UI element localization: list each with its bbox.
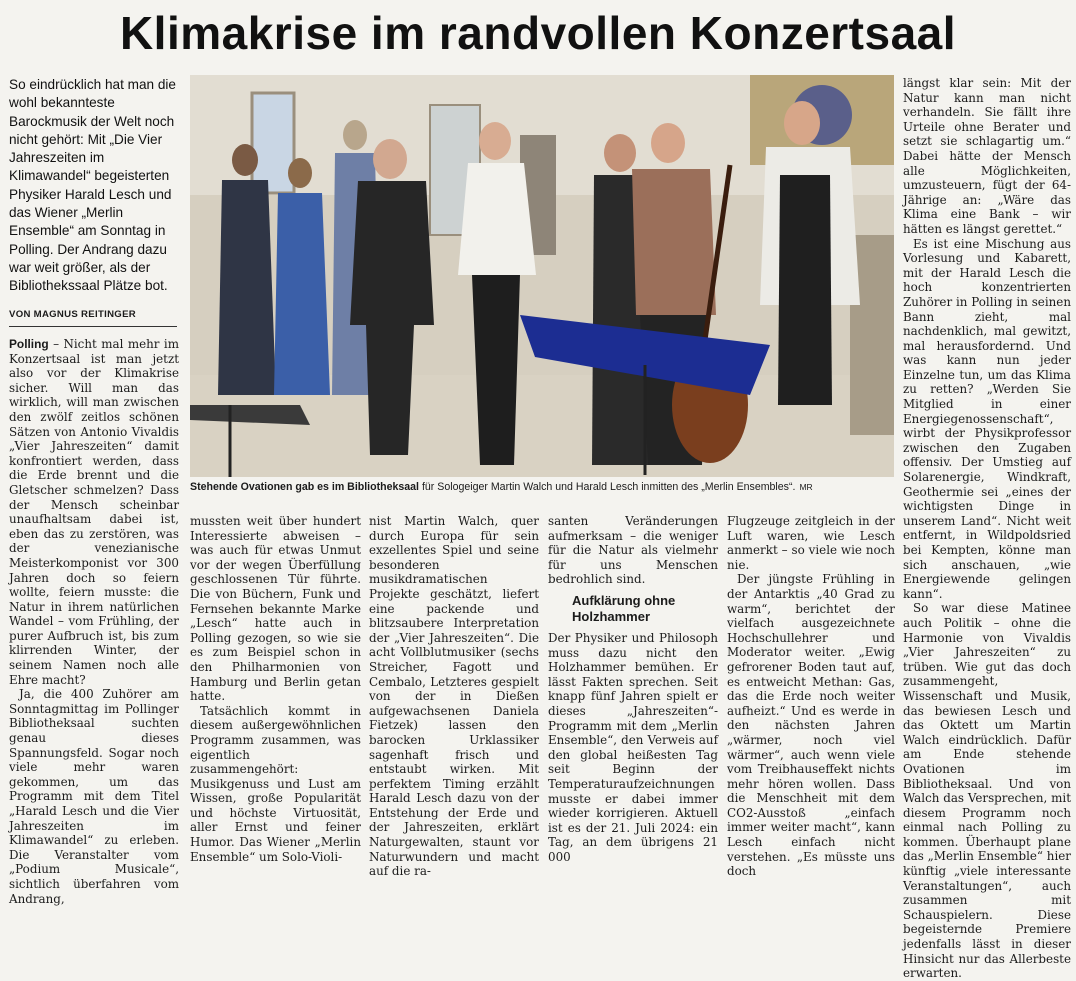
paragraph: So war diese Matinee auch Politik – ohne die Harmonie von Vivaldis „Vier Jahreszeiten“ zu trüben. Wie gut das doch zusammengeht, Wissenschaft und Musik, das bewiesen Lesch und das Oktett um Martin Walch eindrücklich. Dafür am Ende stehende Ovationen im Bibliotheksaal. Und von Walch das Versprechen, mit diesem Programm noch einmal nach Polling zu kommen. Überhaupt plane das „Merlin Ensemble“ hier künftig „viele interessante Veranstaltungen“, auch zusammen mit Schauspielern. Diese begeisternde Premiere jedenfalls lässt in dieser Hinsicht nur das Allerbeste erwarten. (903, 601, 1071, 981)
article-column-2 (190, 514, 361, 864)
photo-caption (190, 480, 894, 494)
author-byline: VON MAGNUS REITINGER (9, 309, 177, 327)
paragraph: Tatsächlich kommt in diesem außergewöhnlichen Programm zusammen, was eigentlich zusammengehört: Musikgenuss und Lust am Wissen, große Popularität und höchste Virtuosität, aller Ernst und feiner Humor. Das Wiener „Merlin Ensemble“ um Solo-Violi- (190, 703, 361, 864)
paragraph: santen Veränderungen aufmerksam – die weniger für die Natur als vielmehr für uns Menschen bedrohlich sind. (548, 514, 718, 587)
paragraph: Flugzeuge zeitgleich in der Luft waren, wie Lesch anmerkt – so viele wie noch nie. (727, 514, 895, 572)
paragraph: nist Martin Walch, quer durch Europa für sein exzellentes Spiel und seine besonderen musikdramatischen Projekte geschätzt, liefert eine packende und blitzsaubere Interpretation der „Vier Jahreszeiten“. Die acht Vollblutmusiker (sechs Streicher, Fagott und Cembalo, Letzteres gespielt von der in Dießen aufgewachsenen Daniela Fietzek) lassen den barocken Urklassiker sagenhaft frisch und entstaubt wirken. Mit perfektem Timing erzählt Harald Lesch dazu von der Entstehung der Erde und der Jahreszeiten, erklärt Naturgewalten, staunt vor Naturwundern und macht auf die ra- (369, 514, 539, 879)
dateline: Polling (9, 337, 49, 351)
headline: Klimakrise im randvollen Konzertsaal (119, 7, 957, 59)
photo-illustration (190, 75, 894, 477)
photo-credit: MR (799, 482, 813, 492)
paragraph: Ja, die 400 Zuhörer am Sonntagmittag im Pollinger Bibliotheksaal suchten genau dieses Spannungsfeld. Sogar noch viele mehr waren gekommen, um das Programm mit dem Titel „Harald Lesch und die Vier Jahreszeiten im Klimawandel“ zu erleben. Die Veranstalter vom „Podium Musicale“, sichtlich überfahren vom Andrang, (9, 687, 179, 906)
subheading: Aufklärung ohne Holzhammer (572, 592, 676, 624)
article-column-3 (369, 514, 539, 879)
article-column-5 (727, 514, 895, 879)
paragraph: Der Physiker und Philosoph muss dazu nicht den Holzhammer bemühen. Er lässt Fakten sprechen. Seit knapp fünf Jahren spielt er dieses „Jahreszeiten“-Programm mit dem „Merlin Ensemble“, den Verweis auf den global heißesten Tag seit Beginn der Temperaturaufzeichnungen musste er dabei immer wieder korrigieren. Aktuell ist es der 21. Juli 2024: ein Tag, an dem übrigens 21 000 (548, 630, 718, 864)
caption-text: für Sologeiger Martin Walch und Harald Lesch inmitten des „Merlin Ensembles“. (419, 481, 796, 493)
paragraph: Der jüngste Frühling in der Antarktis „40 Grad zu warm“, berichtet der vielfach ausgezeichnete Hochschullehrer und Moderator weiter. „Ewig gefrorener Boden taut auf, es entweicht Methan: Gas, das die Erde noch weiter aufheizt.“ Und es werde in den nächsten Jahren „wärmer, noch viel wärmer“, auch wenn viele vom Treibhauseffekt nichts mehr hören wollen. Dass die Menschheit mit dem CO2-Ausstoß „einfach immer weiter macht“, kann Lesch einfach nicht verstehen. „Es müsste uns doch (727, 572, 895, 879)
paragraph: mussten weit über hundert Interessierte abweisen – was auch für etwas Unmut vor der wegen Überfüllung geschlossenen Tür führte. Die von Büchern, Funk und Fernsehen bekannte Marke „Lesch“ hatte auch in Polling gezogen, so wie sie es zum Beispiel schon in den Philharmonien von Hamburg und Berlin getan hatte. (190, 514, 361, 704)
article-column-6 (903, 76, 1071, 981)
caption-bold: Stehende Ovationen gab es im Bibliotheksaal (190, 481, 420, 493)
article-column-1 (9, 337, 179, 906)
article-photo (190, 75, 894, 477)
lead-paragraph: So eindrücklich hat man die wohl bekannteste Barockmusik der Welt noch nicht gehört: Mit „Die Vier Jahreszeiten im Klimawandel“ begeisterten Physiker Harald Lesch und das Wiener „Merlin Ensemble“ am Sonntag in Polling. Der Andrang dazu war weit größer, als der Bibliothekssaal Plätze bot. (9, 77, 176, 294)
paragraph-text: – Nicht mal mehr im Konzertsaal ist man jetzt also vor der Klimakrise sicher. Will man das wirklich, will man zwischen den zwölf zeitlos schönen Sätzen von Antonio Vivaldis „Vier Jahreszeiten“ damit konfrontiert werden, dass die Erde brennt und die Gletscher schmelzen? Dass der Mensch scheinbar unaufhaltsam dabei ist, eben das zu zerstören, was der venezianische Meisterkomponist vor 300 Jahren doch so feiern wollte, feiern musste: die Natur in ihrem natürlichen Wandel – vom Frühling, der purer Aufbruch ist, bis zum klirrenden Winter, der seinem Namen noch alle Ehre macht? (9, 337, 179, 687)
article-column-4 (548, 514, 718, 864)
paragraph: längst klar sein: Mit der Natur kann man nicht verhandeln. Sie fällt ihre Urteile ohne Berater und setzt sie schlagartig um.“ Dabei hätte der Mensch alle Möglichkeiten, umzusteuern, fügt der 64-Jährige an: „Wäre das Klima eine Bank – wir hätten es längst gerettet.“ (903, 76, 1071, 236)
paragraph (9, 337, 179, 687)
paragraph: Es ist eine Mischung aus Vorlesung und Kabarett, mit der Harald Lesch die hoch konzentrierten Zuhörer in Polling in seinen Bann zieht, mal nachdenklich, mal gewitzt, mal herausfordernd. Und was kann nun jeder Einzelne tun, um das Klima zu retten? „Werden Sie Mitglied in einer Energiegenossenschaft“, wirbt der Physikprofessor zwischen den Zugaben offensiv. Der Umstieg auf Solarenergie, Windkraft, Geothermie sei „eines der wichtigsten Dinge in unserem Land“. Nicht weit entfernt, in Wildpoldsried bei Kempten, könne man sich anschauen, „wie Energiewende gelingen kann“. (903, 236, 1071, 601)
